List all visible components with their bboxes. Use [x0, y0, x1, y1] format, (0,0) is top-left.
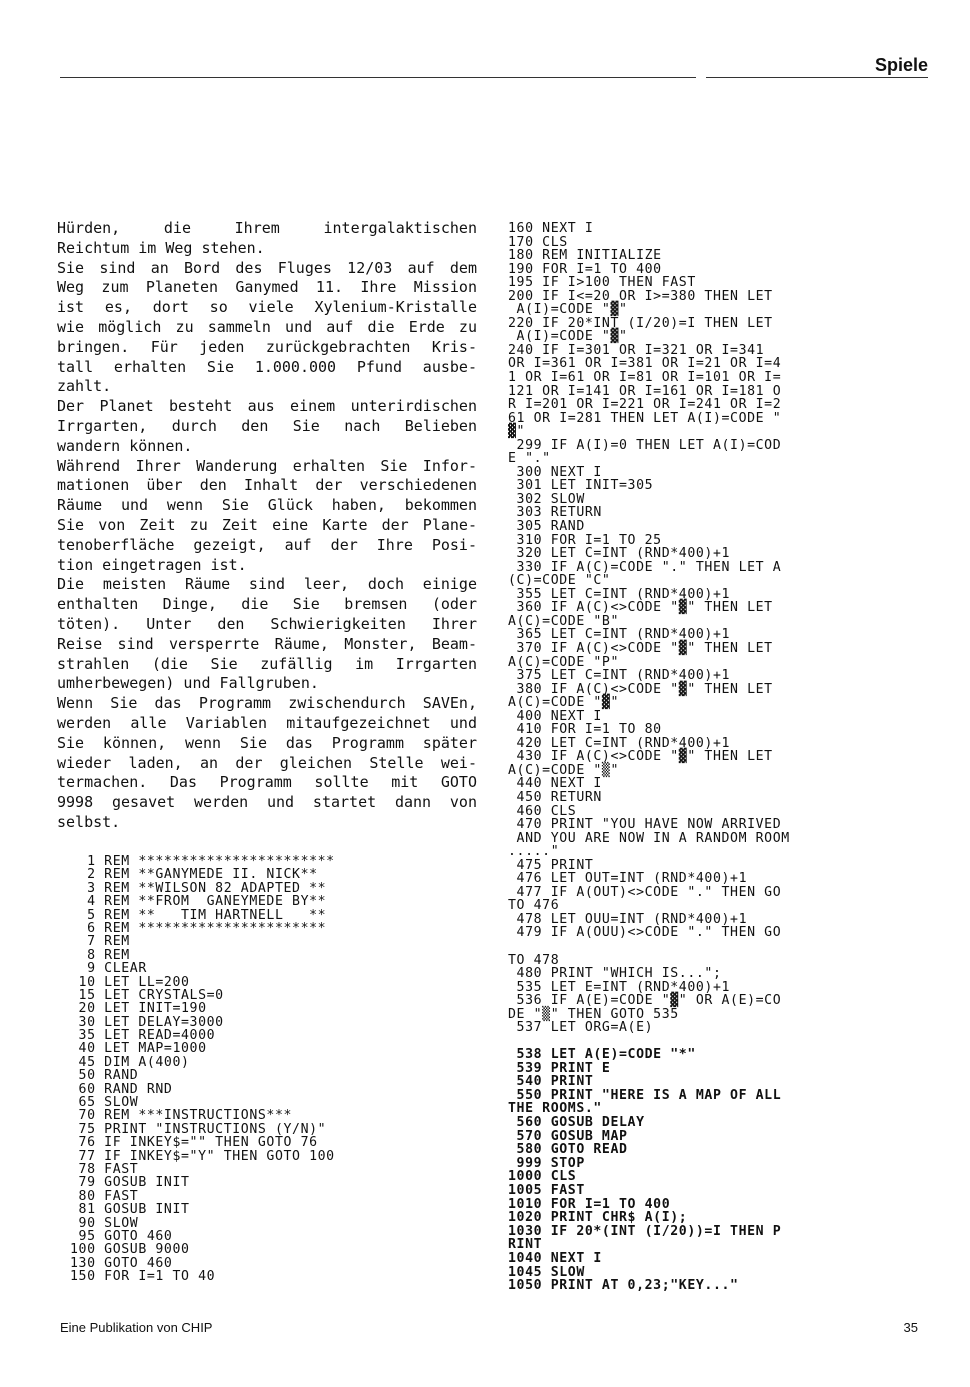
- code-line: TO 476: [508, 898, 560, 914]
- code-line: 305 RAND: [508, 519, 585, 535]
- code-line: 240 IF I=301 OR I=321 OR I=341: [508, 342, 765, 358]
- code-line: 478 LET OUU=INT (RND*400)+1: [508, 911, 748, 927]
- code-line: 380 IF A(C)<>CODE "▓" THEN LET: [508, 681, 773, 697]
- code-line: 550 PRINT "HERE IS A MAP OF ALL: [508, 1087, 782, 1103]
- code-line: 9 CLEAR: [70, 961, 147, 977]
- code-line: 310 FOR I=1 TO 25: [508, 532, 662, 548]
- code-line: 477 IF A(OUT)<>CODE "." THEN GO: [508, 884, 782, 900]
- code-line: 2 REM **GANYMEDE II. NICK**: [70, 867, 318, 883]
- code-line: 180 REM INITIALIZE: [508, 248, 662, 264]
- code-line: 60 RAND RND: [70, 1081, 173, 1097]
- code-line: 4 REM **FROM GANEYMEDE BY**: [70, 894, 327, 910]
- text-line: töten). Unter den Schwierigkeiten Ihrer: [57, 614, 477, 633]
- text-line: bringen. Für jeden zurückgebrachten Kris-: [57, 337, 477, 356]
- code-line: 536 IF A(E)=CODE "▓" OR A(E)=CO: [508, 993, 782, 1009]
- text-line: Wenn Sie das Programm zwischendurch SAVEn,: [57, 694, 477, 713]
- code-line: 570 GOSUB MAP: [508, 1128, 628, 1144]
- text-line: enthalten Dinge, die Sie bremsen (oder: [57, 595, 477, 614]
- article-text: [57, 219, 477, 833]
- code-line: 1000 CLS: [508, 1169, 577, 1185]
- code-line: A(C)=CODE "B": [508, 613, 620, 629]
- code-line: .....": [508, 844, 560, 860]
- code-line: 1 OR I=61 OR I=81 OR I=101 OR I=: [508, 370, 782, 386]
- code-line: 78 FAST: [70, 1161, 139, 1177]
- code-listing-right-bottom: [508, 1048, 781, 1293]
- text-line: Hürden, die Ihrem intergalaktischen: [57, 219, 477, 237]
- code-listing-right-top: [508, 222, 790, 1035]
- code-line: 75 PRINT "INSTRUCTIONS (Y/N)": [70, 1121, 327, 1137]
- code-line: A(I)=CODE "▓": [508, 302, 628, 318]
- code-line: 65 SLOW: [70, 1095, 139, 1111]
- code-line: 8 REM: [70, 947, 130, 963]
- text-line: 9998 gesavet werden und startet dann von: [57, 793, 477, 812]
- code-line: DE "▒" THEN GOTO 535: [508, 1006, 679, 1022]
- code-line: 535 LET E=INT (RND*400)+1: [508, 979, 731, 995]
- code-line: 70 REM ***INSTRUCTIONS***: [70, 1108, 293, 1124]
- code-line: A(I)=CODE "▓": [508, 329, 628, 345]
- code-line: 121 OR I=141 OR I=161 OR I=181 O: [508, 383, 782, 399]
- code-line: 10 LET LL=200: [70, 974, 190, 990]
- code-line: 375 LET C=INT (RND*400)+1: [508, 668, 731, 684]
- text-line: tall erhalten Sie 1.000.000 Pfund ausbe-: [57, 357, 477, 376]
- code-line: 50 RAND: [70, 1068, 139, 1084]
- text-line: werden alle Variablen mitaufgezeichnet und: [57, 713, 477, 732]
- code-line: 476 LET OUT=INT (RND*400)+1: [508, 871, 748, 887]
- code-line: 40 LET MAP=1000: [70, 1041, 207, 1057]
- code-line: 6 REM **********************: [70, 920, 327, 936]
- code-line: 45 DIM A(400): [70, 1054, 190, 1070]
- code-line: 370 IF A(C)<>CODE "▓" THEN LET: [508, 640, 773, 656]
- code-line: 81 GOSUB INIT: [70, 1202, 190, 1218]
- code-line: 330 IF A(C)=CODE "." THEN LET A: [508, 559, 782, 575]
- header-rule-left: [60, 77, 696, 78]
- text-line: Während Ihrer Wanderung erhalten Sie Infor-: [57, 456, 477, 475]
- text-line: selbst.: [57, 812, 121, 831]
- code-line: 170 CLS: [508, 234, 568, 250]
- code-line: 355 LET C=INT (RND*400)+1: [508, 586, 731, 602]
- text-line: Irrgarten, durch den Sie nach Belieben: [57, 416, 477, 435]
- code-line: (C)=CODE "C": [508, 573, 611, 589]
- code-line: AND YOU ARE NOW IN A RANDOM ROOM: [508, 830, 790, 846]
- code-line: 440 NEXT I: [508, 776, 602, 792]
- code-line: A(C)=CODE "▓": [508, 695, 620, 711]
- code-line: OR I=361 OR I=381 OR I=21 OR I=4: [508, 356, 782, 372]
- code-line: 1030 IF 20*(INT (I/20))=I THEN P: [508, 1223, 782, 1239]
- code-line: 1020 PRINT CHR$ A(I);: [508, 1210, 688, 1226]
- code-line: 480 PRINT "WHICH IS...";: [508, 966, 722, 982]
- code-line: 430 IF A(C)<>CODE "▓" THEN LET: [508, 749, 773, 765]
- code-line: 90 SLOW: [70, 1215, 139, 1231]
- code-line: 15 LET CRYSTALS=0: [70, 987, 224, 1003]
- section-title: Spiele: [874, 55, 928, 75]
- text-line: Reichtum im Weg stehen.: [57, 238, 265, 257]
- code-line: 7 REM: [70, 934, 130, 950]
- code-line: E ".": [508, 451, 551, 467]
- code-line: 190 FOR I=1 TO 400: [508, 261, 662, 277]
- text-line: mationen über den Inhalt der verschiedenen: [57, 476, 477, 495]
- text-line: ist es, dort so viele Xylenium-Kristalle: [57, 298, 477, 317]
- code-line: 450 RETURN: [508, 789, 602, 805]
- footer-publisher: Eine Publikation von CHIP: [60, 1320, 213, 1335]
- code-line: THE ROOMS.": [508, 1101, 602, 1117]
- text-line: Weg zum Planeten Ganymed 11. Ihre Mission: [57, 278, 477, 297]
- code-line: 999 STOP: [508, 1155, 585, 1171]
- text-line: Räume und wenn Sie Glück haben, bekommen: [57, 496, 477, 515]
- code-line: 1040 NEXT I: [508, 1250, 602, 1266]
- code-line: 560 GOSUB DELAY: [508, 1114, 645, 1130]
- code-line: 410 FOR I=1 TO 80: [508, 722, 662, 738]
- code-line: 1010 FOR I=1 TO 400: [508, 1196, 671, 1212]
- code-line: 100 GOSUB 9000: [70, 1242, 190, 1258]
- code-line: 160 NEXT I: [508, 221, 594, 236]
- code-line: 470 PRINT "YOU HAVE NOW ARRIVED: [508, 817, 782, 833]
- code-line: ▓": [508, 424, 526, 440]
- code-line: 77 IF INKEY$="Y" THEN GOTO 100: [70, 1148, 335, 1164]
- code-line: 320 LET C=INT (RND*400)+1: [508, 546, 731, 562]
- code-line: 300 NEXT I: [508, 464, 602, 480]
- text-line: tion eingetragen ist.: [57, 555, 247, 574]
- text-line: Die meisten Räume sind leer, doch einige: [57, 575, 477, 594]
- code-line: 301 LET INIT=305: [508, 478, 654, 494]
- text-line: wandern können.: [57, 436, 193, 455]
- text-line: Sie von Zeit zu Zeit eine Karte der Plane-: [57, 515, 477, 534]
- code-line: 540 PRINT: [508, 1074, 594, 1090]
- text-line: zahlt.: [57, 377, 112, 396]
- code-line: 539 PRINT E: [508, 1060, 611, 1076]
- code-line: 475 PRINT: [508, 857, 594, 873]
- code-line: [508, 940, 790, 954]
- code-line: 35 LET READ=4000: [70, 1028, 216, 1044]
- code-line: 537 LET ORG=A(E): [508, 1020, 654, 1036]
- code-line: 420 LET C=INT (RND*400)+1: [508, 735, 731, 751]
- code-line: R I=201 OR I=221 OR I=241 OR I=2: [508, 397, 782, 413]
- code-line: 79 GOSUB INIT: [70, 1175, 190, 1191]
- text-line: Sie sind an Bord des Fluges 12/03 auf dem: [57, 258, 477, 277]
- text-line: wieder laden, an der gleichen Stelle wei-: [57, 753, 477, 772]
- text-line: umherbewegen) und Fallgruben.: [57, 674, 319, 693]
- code-line: 479 IF A(OUU)<>CODE "." THEN GO: [508, 925, 782, 941]
- page-number: 35: [903, 1320, 918, 1335]
- code-line: A(C)=CODE "P": [508, 654, 620, 670]
- code-line: 303 RETURN: [508, 505, 602, 521]
- code-line: 360 IF A(C)<>CODE "▓" THEN LET: [508, 600, 773, 616]
- code-line: 30 LET DELAY=3000: [70, 1014, 224, 1030]
- code-line: 302 SLOW: [508, 491, 585, 507]
- text-line: Reise sind versperrte Räume, Monster, Beam-: [57, 634, 477, 653]
- text-line: wie möglich zu sammeln und auf die Erde zu: [57, 317, 477, 336]
- header-rule-right: [706, 77, 928, 78]
- text-line: strahlen (die Sie zufällig im Irrgarten: [57, 654, 477, 673]
- code-line: 299 IF A(I)=0 THEN LET A(I)=COD: [508, 437, 782, 453]
- code-line: 80 FAST: [70, 1188, 139, 1204]
- code-line: TO 478: [508, 952, 560, 968]
- code-line: 1005 FAST: [508, 1182, 585, 1198]
- code-line: 61 OR I=281 THEN LET A(I)=CODE ": [508, 410, 782, 426]
- code-line: RINT: [508, 1237, 543, 1253]
- code-line: 150 FOR I=1 TO 40: [70, 1269, 216, 1285]
- code-line: 130 GOTO 460: [70, 1255, 173, 1271]
- code-line: 76 IF INKEY$="" THEN GOTO 76: [70, 1135, 318, 1151]
- code-line: 1 REM ***********************: [70, 854, 335, 869]
- code-line: 538 LET A(E)=CODE "*": [508, 1047, 696, 1062]
- text-line: termachen. Das Programm sollte mit GOTO: [57, 773, 477, 792]
- code-line: A(C)=CODE "▒": [508, 762, 620, 778]
- code-line: 5 REM ** TIM HARTNELL **: [70, 907, 327, 923]
- code-line: 1050 PRINT AT 0,23;"KEY...": [508, 1278, 739, 1294]
- text-line: Sie können, wenn Sie das Programm später: [57, 733, 477, 752]
- code-line: 220 IF 20*INT (I/20)=I THEN LET: [508, 315, 773, 331]
- code-line: 3 REM **WILSON 82 ADAPTED **: [70, 880, 327, 896]
- code-line: 365 LET C=INT (RND*400)+1: [508, 627, 731, 643]
- code-line: 460 CLS: [508, 803, 577, 819]
- code-line: 20 LET INIT=190: [70, 1001, 207, 1017]
- text-line: Der Planet besteht aus einem unterirdischen: [57, 397, 477, 416]
- text-line: tenoberfläche gezeigt, auf der Ihre Posi-: [57, 535, 477, 554]
- code-line: 400 NEXT I: [508, 708, 602, 724]
- code-listing-left: [70, 855, 335, 1284]
- code-line: 1045 SLOW: [508, 1264, 585, 1280]
- code-line: 195 IF I>100 THEN FAST: [508, 275, 696, 291]
- code-line: 200 IF I<=20 OR I>=380 THEN LET: [508, 288, 773, 304]
- code-line: 580 GOTO READ: [508, 1142, 628, 1158]
- code-line: 95 GOTO 460: [70, 1228, 173, 1244]
